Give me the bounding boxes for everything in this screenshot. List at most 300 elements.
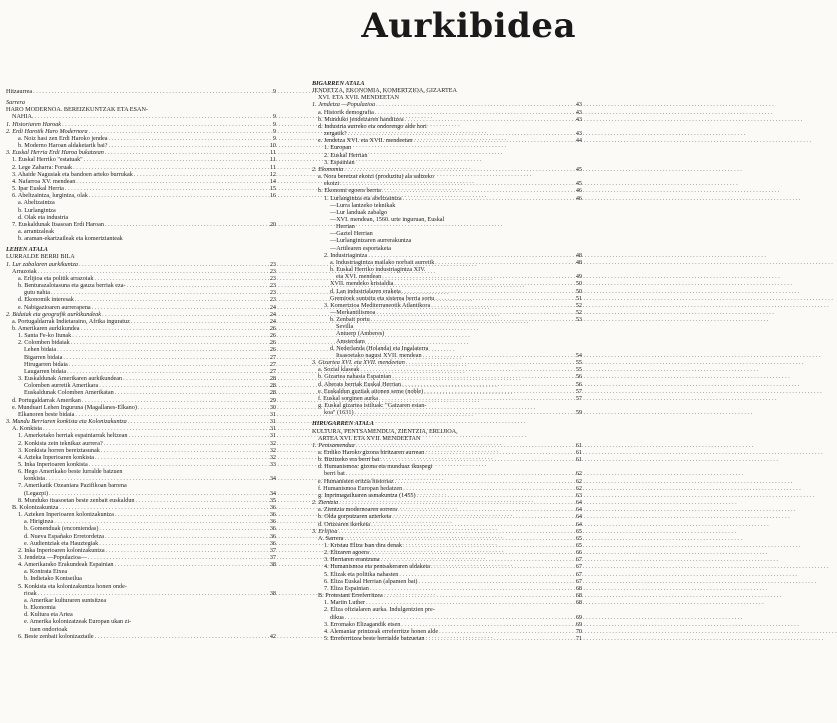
toc-entry-text: b. Ekonomia bbox=[24, 604, 56, 612]
toc-page-number: 71 bbox=[575, 635, 582, 643]
leader-dots bbox=[371, 521, 573, 528]
toc-entry-text: B. Protestant Erreferritzea bbox=[318, 592, 383, 600]
toc-entry bbox=[312, 585, 582, 592]
leader-dots bbox=[65, 185, 267, 192]
toc-entry bbox=[312, 388, 582, 395]
toc-entry bbox=[312, 549, 582, 556]
toc-entry-text: Bigarren bidaia bbox=[24, 353, 63, 361]
toc-entry bbox=[6, 504, 276, 511]
leader-dots bbox=[376, 101, 573, 108]
toc-entry-text: XVI. ETA XVII. MENDEETAN bbox=[318, 94, 399, 102]
toc-entry bbox=[6, 525, 276, 532]
toc-entry bbox=[6, 346, 276, 353]
leader-dots bbox=[344, 166, 573, 173]
leader-dots bbox=[79, 261, 267, 268]
toc-entry-text: b. Moderno Haroan aldaketarik bai? bbox=[18, 142, 108, 150]
toc-entry bbox=[6, 192, 276, 199]
toc-entry bbox=[312, 614, 582, 621]
toc-entry-text: 4. Humanismoa eta pentsakeraren aldaketa bbox=[324, 563, 431, 571]
toc-entry bbox=[312, 87, 582, 94]
toc-page-number: 9 bbox=[272, 134, 276, 142]
toc-page-number: 49 bbox=[575, 273, 582, 281]
toc-entry-text: b. Zenbait portu bbox=[330, 316, 370, 324]
toc-entry bbox=[6, 128, 276, 135]
toc-entry-text: gutu nahia bbox=[24, 289, 50, 297]
toc-entry bbox=[6, 568, 276, 575]
leader-dots bbox=[134, 171, 267, 178]
toc-entry bbox=[312, 395, 582, 402]
leader-dots bbox=[102, 311, 267, 318]
toc-page-number: 30 bbox=[269, 403, 276, 411]
toc-page-number: 24 bbox=[269, 310, 276, 318]
toc-entry-text: a. Portugaldarrak Indietaraino, Afrika inguratuz bbox=[12, 317, 130, 325]
toc-entry bbox=[312, 295, 582, 302]
toc-page-number: 31 bbox=[269, 425, 276, 433]
toc-entry bbox=[6, 554, 276, 561]
toc-entry-text: 2. Lege Zaharra: Foruak bbox=[12, 163, 73, 171]
toc-entry bbox=[6, 171, 276, 178]
toc-entry-text: Herrian bbox=[336, 223, 355, 231]
toc-entry bbox=[312, 223, 582, 230]
toc-entry bbox=[312, 542, 582, 549]
toc-entry-text: b. Bizitzeko era berri bat bbox=[318, 456, 380, 464]
toc-entry bbox=[312, 492, 582, 499]
leader-dots bbox=[57, 346, 267, 353]
toc-entry bbox=[6, 311, 276, 318]
toc-entry bbox=[6, 604, 276, 611]
toc-page-number: 23 bbox=[269, 274, 276, 282]
toc-entry bbox=[312, 635, 582, 642]
toc-entry-text: 2. Eliza ofizialaren aurka. Indulgentzien pre- bbox=[324, 606, 435, 614]
leader-dots bbox=[355, 409, 573, 416]
toc-entry-text: d. Ortzearen ikerketa bbox=[318, 520, 371, 528]
toc-page-number: 38 bbox=[269, 589, 276, 597]
leader-dots bbox=[115, 511, 267, 518]
toc-entry bbox=[6, 411, 276, 418]
leader-dots bbox=[115, 561, 267, 568]
toc-page-number: 59 bbox=[575, 409, 582, 417]
toc-entry bbox=[312, 528, 582, 535]
toc-entry-text: e. Euskaldun guztiak aitonen seme (noble) bbox=[318, 387, 424, 395]
toc-entry bbox=[6, 185, 276, 192]
toc-entry-text: NAHIA. bbox=[12, 113, 34, 121]
toc-entry-text: eta XVI. mendean bbox=[336, 273, 382, 281]
toc-page-number: 57 bbox=[575, 394, 582, 402]
toc-entry bbox=[312, 109, 582, 116]
toc-entry-text: LURRALDE BERRI BILA bbox=[6, 253, 75, 261]
toc-entry bbox=[312, 280, 582, 287]
leader-dots bbox=[62, 121, 267, 128]
toc-entry bbox=[6, 304, 276, 311]
toc-page-number: 43 bbox=[575, 101, 582, 109]
toc-page-number: 65 bbox=[575, 542, 582, 549]
toc-entry-text: (Legazpi) bbox=[24, 489, 49, 497]
toc-entry-text: a. Industriagintza mailako norbait aurretik bbox=[330, 258, 435, 266]
leader-dots bbox=[435, 259, 573, 266]
toc-entry-text: a. Erlijioa eta politik arrazoiak bbox=[18, 274, 94, 282]
toc-entry bbox=[312, 137, 582, 144]
toc-entry-text: tuen ondorioak bbox=[30, 625, 68, 633]
toc-entry bbox=[6, 475, 276, 482]
toc-entry bbox=[6, 361, 276, 368]
toc-entry-text: —Merkantilismoa bbox=[330, 309, 376, 316]
toc-entry bbox=[312, 435, 582, 442]
toc-entry bbox=[6, 282, 276, 289]
toc-page-number: 36 bbox=[269, 518, 276, 526]
toc-entry-text: Gremioek suntsitu eta sistema berria sortu bbox=[330, 294, 435, 302]
leader-dots bbox=[405, 116, 573, 123]
leader-dots bbox=[138, 404, 267, 411]
toc-entry-text: berri bat bbox=[324, 470, 345, 478]
toc-page-number: 68 bbox=[575, 592, 582, 600]
leader-dots bbox=[84, 156, 267, 163]
leader-dots bbox=[384, 592, 573, 599]
leader-dots bbox=[99, 540, 267, 547]
toc-entry-text: 3. Ahaide Nagusiak eta bandoen arteko burrukak bbox=[12, 170, 133, 178]
toc-entry bbox=[312, 330, 582, 337]
toc-entry-text: 1. Pentsamendua bbox=[312, 441, 355, 449]
toc-page-number: 67 bbox=[575, 556, 582, 564]
leader-dots bbox=[88, 554, 267, 561]
toc-entry-text: d. Nederlanda (Holanda) eta Ingalaterra bbox=[330, 344, 429, 352]
toc-page-number: 62 bbox=[575, 477, 582, 485]
toc-entry bbox=[312, 230, 582, 237]
toc-entry-text: —Artilearen esportaketa bbox=[330, 244, 391, 252]
leader-dots bbox=[82, 397, 267, 404]
toc-page-number: 53 bbox=[575, 316, 582, 324]
toc-entry-text: konkista bbox=[24, 475, 45, 483]
leader-dots bbox=[402, 381, 573, 388]
toc-entry bbox=[6, 447, 276, 454]
toc-page-number: 23 bbox=[269, 289, 276, 297]
leader-dots bbox=[51, 289, 267, 296]
toc-entry bbox=[6, 397, 276, 404]
leader-dots bbox=[46, 475, 267, 482]
toc-entry-text: a. Abeltzaintza bbox=[18, 199, 55, 207]
toc-entry bbox=[6, 106, 276, 113]
leader-dots bbox=[399, 571, 573, 578]
toc-entry-text: b. Gizartea nahasia Espainian bbox=[318, 373, 392, 381]
toc-page-number: 70 bbox=[575, 627, 582, 635]
leader-dots bbox=[89, 192, 267, 199]
toc-entry bbox=[6, 156, 276, 163]
toc-entry bbox=[6, 497, 276, 504]
leader-dots bbox=[76, 178, 267, 185]
toc-page-number: 27 bbox=[269, 367, 276, 375]
toc-entry bbox=[6, 339, 276, 346]
leader-dots bbox=[127, 282, 267, 289]
leader-dots bbox=[356, 442, 573, 449]
toc-entry bbox=[312, 499, 582, 506]
toc-page-number: 51 bbox=[575, 294, 582, 302]
toc-entry-text: b. Amerikaren aurkikundea bbox=[12, 325, 80, 332]
toc-entry bbox=[312, 245, 582, 252]
toc-entry-text: d. Kultura eta Artea bbox=[24, 611, 73, 619]
leader-dots bbox=[38, 590, 267, 597]
toc-page-number: 27 bbox=[269, 353, 276, 361]
leader-dots bbox=[38, 268, 267, 275]
toc-page-number: 55 bbox=[575, 366, 582, 374]
toc-page-number: 26 bbox=[269, 332, 276, 340]
leader-dots bbox=[34, 113, 267, 120]
leader-dots bbox=[43, 425, 267, 432]
toc-page-number: 68 bbox=[575, 584, 582, 592]
toc-entry-text: 3. Gizartea XVI. eta XVII. mendeetan bbox=[312, 359, 405, 367]
toc-entry-text: rioak bbox=[24, 589, 37, 597]
toc-page-number: 45 bbox=[575, 165, 582, 173]
toc-page-number: 26 bbox=[269, 346, 276, 354]
toc-entry-text: b. Munduko jendetzaren handitzea bbox=[318, 115, 404, 123]
toc-entry-text: a. Nora beretzat ekoizi (produzitu) ala saltzeko bbox=[318, 173, 434, 181]
toc-page-number: 61 bbox=[575, 456, 582, 464]
toc-entry-text: b. Indietako Kontseilua bbox=[24, 575, 82, 583]
leader-dots bbox=[136, 497, 267, 504]
toc-page-number: 52 bbox=[575, 301, 582, 309]
toc-entry bbox=[312, 381, 582, 388]
toc-entry-text: 5. Erreferritzea beste herrialde batzuetan bbox=[324, 635, 425, 643]
toc-right-column bbox=[312, 80, 582, 642]
leader-dots bbox=[395, 478, 573, 485]
toc-entry-text: e. Amerika kolonizatzeak Europan ukan zi- bbox=[24, 618, 132, 626]
leader-dots bbox=[75, 296, 267, 303]
toc-entry-text: f. Euskal sorginen aurka bbox=[318, 394, 379, 402]
toc-entry bbox=[6, 142, 276, 149]
toc-entry-text: d. Portugaldarrak Amerikan bbox=[12, 396, 81, 404]
leader-dots bbox=[375, 109, 573, 116]
toc-entry-text: Hirugarren bidaia bbox=[24, 360, 68, 368]
toc-entry bbox=[312, 359, 582, 366]
leader-dots bbox=[414, 137, 574, 144]
toc-entry-text: d. Industria aurreko eta ondorengo alde hori bbox=[318, 122, 427, 130]
toc-entry-text: 1. Europan bbox=[324, 144, 352, 152]
toc-entry bbox=[6, 561, 276, 568]
leader-dots bbox=[99, 382, 267, 389]
leader-dots bbox=[63, 354, 267, 361]
toc-page-number: 33 bbox=[269, 460, 276, 468]
toc-entry-text: a. arrantzaleak bbox=[18, 227, 55, 235]
toc-entry-text: A. Sarrera bbox=[318, 534, 344, 542]
leader-dots bbox=[115, 389, 267, 396]
toc-entry bbox=[312, 563, 582, 570]
toc-entry bbox=[312, 209, 582, 216]
toc-page-number: 34 bbox=[269, 489, 276, 497]
toc-entry-text: 1. Martin Luther bbox=[324, 599, 366, 607]
leader-dots bbox=[401, 621, 573, 628]
leader-dots bbox=[33, 88, 267, 95]
toc-entry-text: 3. Euskal Herria Erdi Haroa bukatzean bbox=[6, 149, 104, 157]
leader-dots bbox=[95, 633, 267, 640]
toc-page-number: 31 bbox=[269, 410, 276, 418]
toc-entry bbox=[6, 432, 276, 439]
toc-entry bbox=[312, 478, 582, 485]
toc-entry-text: Amsterdam bbox=[336, 337, 365, 345]
toc-entry-text: —Lurlangintzaren aurrerakuntza bbox=[330, 237, 412, 245]
toc-page-number: 32 bbox=[269, 446, 276, 454]
toc-page-number: 32 bbox=[269, 439, 276, 447]
toc-entry bbox=[312, 273, 582, 280]
leader-dots bbox=[403, 542, 573, 549]
toc-entry bbox=[6, 178, 276, 185]
toc-entry bbox=[6, 207, 276, 214]
toc-entry-text: Arrazoiak bbox=[12, 267, 37, 275]
toc-page-number: 31 bbox=[269, 432, 276, 440]
toc-entry bbox=[312, 485, 582, 492]
toc-entry-text: 1. Santa Fe-ko Itunak bbox=[18, 332, 72, 340]
leader-dots bbox=[67, 368, 267, 375]
toc-page-number: 50 bbox=[575, 287, 582, 295]
leader-dots bbox=[425, 635, 573, 642]
toc-entry bbox=[312, 216, 582, 223]
toc-entry-text: ekoizi bbox=[324, 180, 340, 188]
leader-dots bbox=[403, 485, 573, 492]
toc-page-number: 46 bbox=[575, 194, 582, 202]
toc-entry-text: 5. Elizak eta politika nahasten bbox=[324, 570, 399, 578]
toc-entry bbox=[312, 513, 582, 520]
toc-entry bbox=[312, 345, 582, 352]
toc-entry-text: 7. Eliza Espainian bbox=[324, 584, 369, 592]
toc-entry bbox=[312, 173, 582, 180]
toc-entry-text: 1. Historiaren Haroak bbox=[6, 120, 62, 128]
toc-page-number: 37 bbox=[269, 554, 276, 561]
toc-entry bbox=[312, 621, 582, 628]
leader-dots bbox=[370, 585, 573, 592]
leader-dots bbox=[73, 164, 267, 171]
toc-entry-text: Sarrera bbox=[6, 99, 26, 107]
toc-page-number: 16 bbox=[269, 192, 276, 200]
toc-entry bbox=[312, 449, 582, 456]
toc-entry bbox=[6, 135, 276, 142]
toc-entry bbox=[312, 166, 582, 173]
toc-entry-text: 3. Erlijioa bbox=[312, 527, 338, 535]
toc-entry-text: d. Ekonomik interesak bbox=[18, 296, 74, 304]
toc-entry bbox=[312, 259, 582, 266]
toc-page-number: 44 bbox=[575, 137, 582, 145]
toc-entry-text: 5. Ipar Euskal Herria bbox=[12, 185, 64, 193]
toc-entry bbox=[312, 409, 582, 416]
toc-entry-text: 6. Beste zenbait kolonizaztaile bbox=[18, 632, 94, 640]
toc-entry-text: —XVI. mendean, 1560. urte inguruan, Euskal bbox=[330, 215, 445, 223]
toc-page-number: 54 bbox=[575, 351, 582, 359]
toc-entry-text: 3. Konkista horren bereiztasunak bbox=[18, 446, 100, 454]
toc-page-number: 38 bbox=[269, 561, 276, 569]
toc-entry bbox=[6, 618, 276, 625]
toc-entry-text: e. Nabigazioaren aurrerapena bbox=[18, 303, 91, 311]
toc-page-number: 61 bbox=[575, 448, 582, 456]
toc-entry bbox=[6, 199, 276, 206]
toc-entry bbox=[6, 318, 276, 325]
toc-page-number: 36 bbox=[269, 532, 276, 540]
toc-entry bbox=[6, 235, 276, 242]
toc-entry bbox=[6, 590, 276, 597]
toc-page-number: 29 bbox=[269, 396, 276, 404]
toc-left-column bbox=[6, 88, 276, 640]
toc-page-number: 36 bbox=[269, 511, 276, 519]
toc-entry bbox=[312, 252, 582, 259]
leader-dots bbox=[128, 418, 267, 425]
leader-dots bbox=[123, 375, 267, 382]
toc-entry-text: e. Munduari Lehen Inguruna (Magallanes-Elkano) bbox=[12, 403, 137, 411]
toc-entry bbox=[312, 101, 582, 108]
toc-entry bbox=[312, 316, 582, 323]
leader-dots bbox=[366, 599, 573, 606]
toc-entry bbox=[312, 535, 582, 542]
leader-dots bbox=[109, 135, 267, 142]
toc-entry-text: d. Lan industrialaren eraketa bbox=[330, 287, 401, 295]
toc-page-number: 64 bbox=[575, 499, 582, 507]
toc-page-number: 69 bbox=[575, 620, 582, 628]
leader-dots bbox=[439, 628, 573, 635]
toc-entry bbox=[312, 456, 582, 463]
toc-entry bbox=[312, 521, 582, 528]
toc-page-number: 36 bbox=[269, 503, 276, 511]
leader-dots bbox=[431, 302, 573, 309]
leader-dots bbox=[382, 187, 573, 194]
toc-entry-text: 2. Konkista zein teknikaz aurrera? bbox=[18, 439, 103, 447]
toc-entry bbox=[312, 266, 582, 273]
toc-entry bbox=[312, 506, 582, 513]
toc-entry bbox=[6, 261, 276, 268]
toc-page-number: 67 bbox=[575, 577, 582, 585]
toc-page-number: 37 bbox=[269, 546, 276, 554]
toc-page-number: 23 bbox=[269, 282, 276, 290]
toc-entry-text: Euskaldunak Colomben Amerikatan bbox=[24, 389, 114, 397]
toc-entry bbox=[6, 633, 276, 640]
toc-entry bbox=[312, 152, 582, 159]
leader-dots bbox=[425, 449, 573, 456]
leader-dots bbox=[346, 470, 573, 477]
toc-page-number: 63 bbox=[575, 491, 582, 499]
toc-entry-text: b. Benturazalotasuna eta gauza berriak eza- bbox=[18, 282, 126, 290]
toc-entry-text: 2. Ekonomia bbox=[312, 165, 344, 173]
leader-dots bbox=[398, 506, 573, 513]
toc-entry bbox=[312, 323, 582, 330]
toc-entry bbox=[312, 309, 582, 316]
toc-entry-text: a. Amerikar kulturaren suntsitzea bbox=[24, 596, 107, 604]
toc-entry-text: 4. Alemaniar printzeak erreferritze honen alde bbox=[324, 627, 439, 635]
toc-page-number: 11 bbox=[270, 149, 276, 157]
toc-entry bbox=[6, 113, 276, 120]
toc-page-number: 11 bbox=[270, 156, 276, 164]
toc-page-number: 11 bbox=[270, 163, 276, 171]
toc-page-number: 14 bbox=[269, 177, 276, 185]
toc-entry-text: 5. Inka Inperioaren konkista bbox=[18, 460, 88, 468]
toc-page-number: 62 bbox=[575, 484, 582, 492]
toc-entry bbox=[312, 202, 582, 209]
toc-page-number: 68 bbox=[575, 599, 582, 607]
toc-entry-text: a. Sozial klaseak bbox=[318, 366, 360, 374]
toc-entry-text: 1. Jendetza —Populazioa bbox=[312, 101, 376, 109]
leader-dots bbox=[59, 504, 267, 511]
leader-dots bbox=[128, 432, 267, 439]
toc-page-number: 36 bbox=[269, 525, 276, 533]
toc-entry bbox=[312, 366, 582, 373]
toc-entry bbox=[312, 628, 582, 635]
toc-page-number: 23 bbox=[269, 260, 276, 268]
leader-dots bbox=[105, 221, 267, 228]
leader-dots bbox=[394, 280, 573, 287]
leader-dots bbox=[368, 252, 573, 259]
toc-entry-text: 2. Bidaiak eta geografik aurkikundeak bbox=[6, 310, 102, 318]
toc-entry bbox=[6, 468, 276, 475]
toc-entry-text: Colomben aurretik Amerikara bbox=[24, 382, 99, 390]
toc-page-number: 50 bbox=[575, 280, 582, 288]
toc-page-number: 57 bbox=[575, 387, 582, 395]
toc-page-number: 48 bbox=[575, 258, 582, 266]
toc-entry bbox=[312, 578, 582, 585]
leader-dots bbox=[81, 325, 267, 332]
toc-entry-text: 2. Elizaren agoera bbox=[324, 549, 369, 557]
toc-entry bbox=[312, 592, 582, 599]
